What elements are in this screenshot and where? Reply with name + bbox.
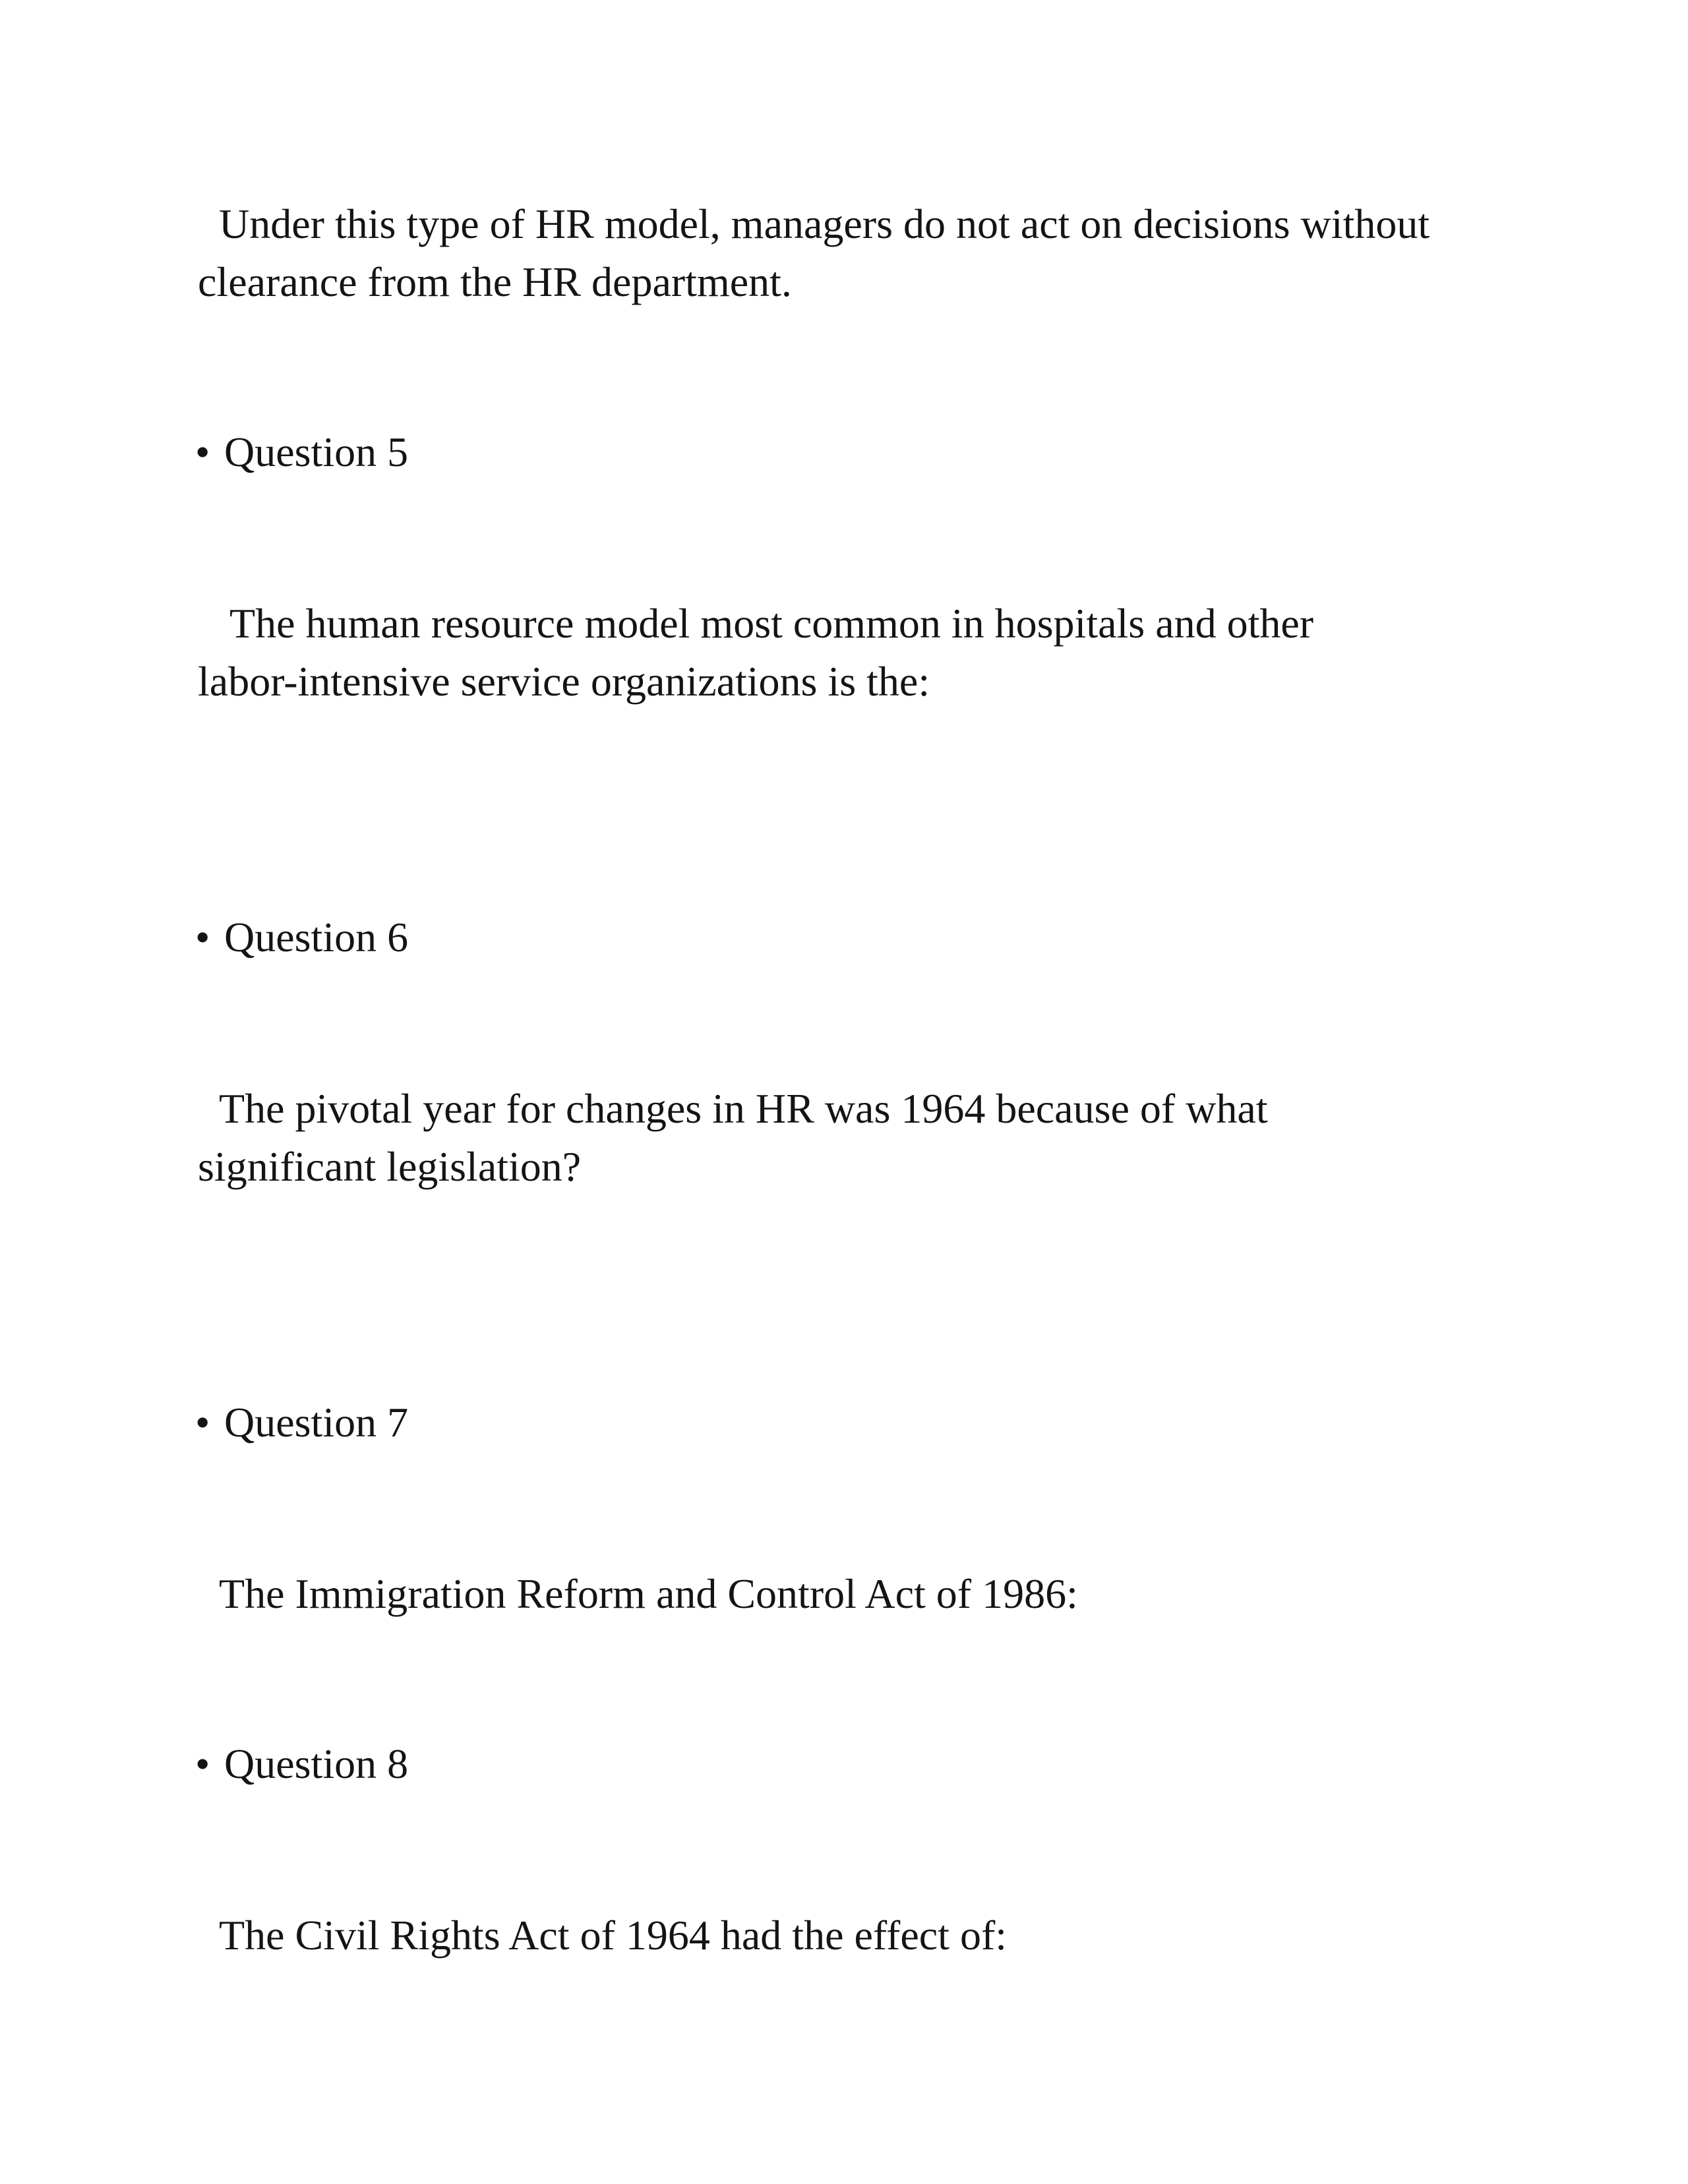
question-5-text: The human resource model most common in hospitals and other labor-intensive service organizations is the: [198,600,1314,705]
question-label: Question 5 [224,428,409,475]
bullet-icon: • [195,1399,210,1446]
question-label: Question 6 [224,914,409,960]
question-8-heading [195,1735,408,1793]
question-8-text: The Civil Rights Act of 1964 had the effect of: [198,1912,1008,1959]
question-label: Question 8 [224,1740,409,1787]
question-7-heading [195,1394,408,1452]
bullet-icon: • [195,914,210,960]
bullet-icon: • [195,428,210,475]
question-6-heading [195,908,408,966]
question-6-text: The pivotal year for changes in HR was 1964 because of what significant legislation? [198,1085,1268,1190]
question-7-text: The Immigration Reform and Control Act of 1986: [198,1570,1078,1617]
question-4-text: Under this type of HR model, managers do not act on decisions without clearance from the HR department. [198,200,1430,305]
question-5-heading [195,423,408,481]
question-label: Question 7 [224,1399,409,1446]
bullet-icon: • [195,1740,210,1787]
